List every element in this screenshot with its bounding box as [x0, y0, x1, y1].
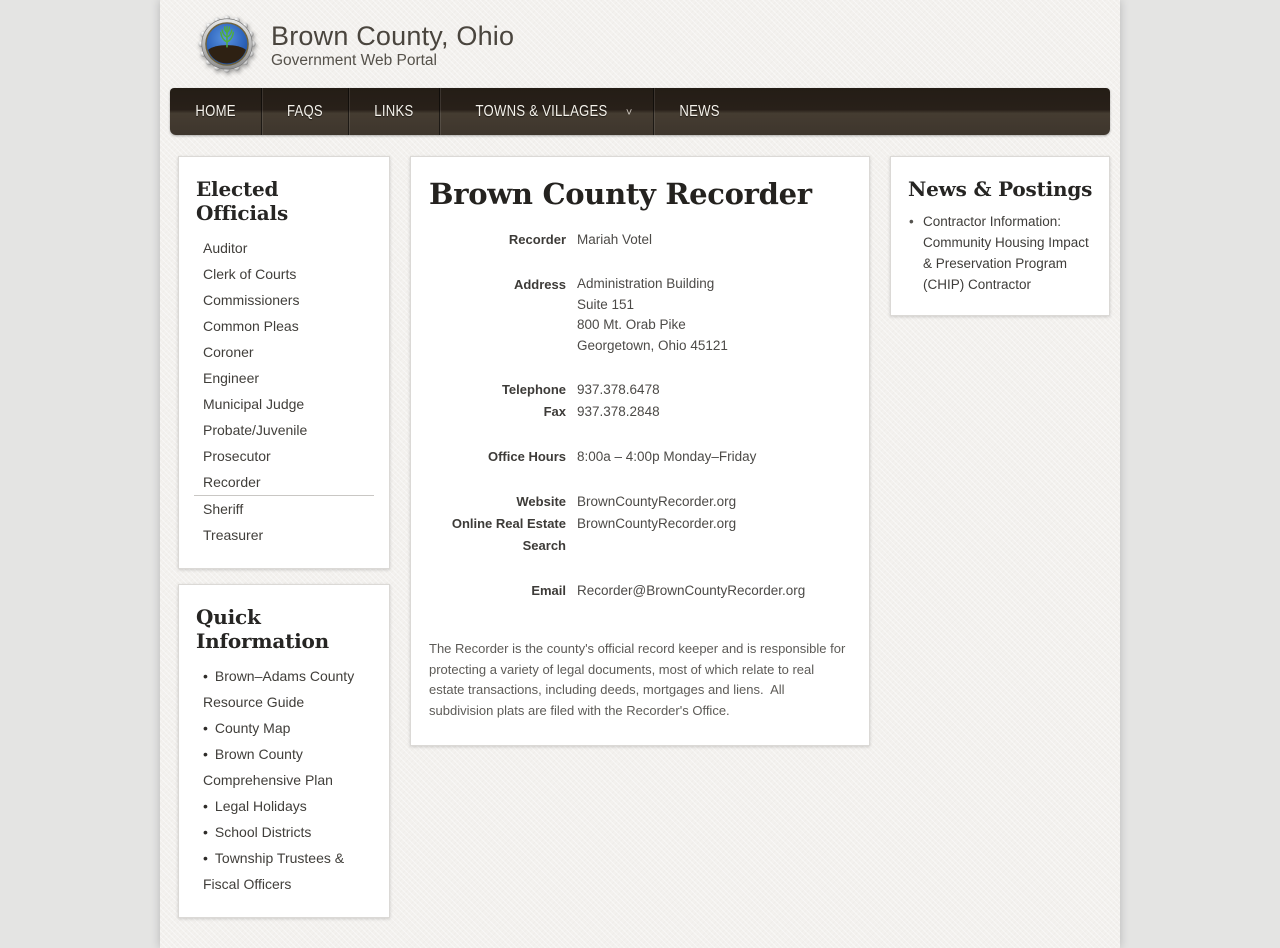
field-group-phone-fax: [429, 379, 851, 423]
field-row: [429, 379, 851, 401]
field-label-website: Website: [516, 494, 566, 509]
bullet-icon: •: [203, 720, 208, 736]
recorder-content-box: [410, 156, 870, 746]
field-value-fax: 937.378.2848: [577, 404, 660, 419]
page-title: Brown County Recorder: [429, 177, 812, 211]
site-subtitle: Government Web Portal: [271, 51, 437, 69]
bullet-icon: •: [203, 668, 208, 684]
bullet-icon: •: [203, 798, 208, 814]
quick-link-legal-holidays[interactable]: [194, 793, 374, 819]
bullet-icon: •: [203, 850, 208, 866]
address-line: 800 Mt. Orab Pike: [577, 317, 686, 332]
sidebar-item-treasurer[interactable]: Treasurer: [203, 527, 264, 543]
sidebar-item-commissioners[interactable]: Commissioners: [203, 292, 300, 308]
nav-item-faqs[interactable]: [261, 88, 348, 135]
field-row: [429, 513, 851, 557]
site-title: Brown County, Ohio: [271, 20, 515, 51]
nav-item-home[interactable]: [170, 88, 261, 135]
field-group-office-hours: [429, 446, 851, 468]
field-value-email[interactable]: Recorder@BrownCountyRecorder.org: [577, 583, 806, 598]
field-row: [429, 274, 851, 356]
nav-item-towns-villages[interactable]: [439, 88, 653, 135]
news-postings-list: [906, 211, 1094, 295]
sidebar-item-common-pleas[interactable]: Common Pleas: [203, 318, 299, 334]
chevron-down-icon: ˅: [625, 106, 633, 119]
bullet-icon: •: [203, 746, 208, 762]
field-group-email: [429, 580, 851, 602]
field-label-fax: Fax: [543, 404, 566, 419]
sidebar-item-probate-juvenile[interactable]: Probate/Juvenile: [203, 422, 308, 438]
content-area: [160, 135, 1120, 948]
field-label-email: Email: [531, 583, 566, 598]
sidebar-item-sheriff[interactable]: Sheriff: [203, 501, 244, 517]
news-item-chip-contractor[interactable]: • Contractor Information: Community Housing Impact & Preservation Program (CHIP) Contractor: [906, 211, 1094, 295]
quick-link-township-trustees-label: Township Trustees & Fiscal Officers: [203, 850, 345, 892]
nav-item-faqs-label: FAQS: [287, 102, 324, 120]
quick-link-school-districts-label: School Districts: [214, 824, 312, 840]
quick-information-box: [178, 584, 390, 918]
field-row: [429, 229, 851, 251]
field-group-address: [429, 274, 851, 356]
quick-link-township-trustees[interactable]: [194, 845, 374, 897]
page-column: [160, 0, 1120, 948]
field-label-address: Address: [513, 277, 566, 292]
quick-link-school-districts[interactable]: [194, 819, 374, 845]
address-line: Administration Building: [577, 276, 715, 291]
field-group-recorder: [429, 229, 851, 251]
field-value-address: [577, 274, 728, 356]
elected-officials-title: Elected Officials: [196, 177, 289, 225]
field-row: [429, 491, 851, 513]
news-postings-box: [890, 156, 1110, 316]
nav-item-links-label: LINKS: [374, 102, 414, 120]
quick-link-comprehensive-plan[interactable]: [194, 741, 374, 793]
field-value-recorder: Mariah Votel: [577, 232, 653, 247]
field-row: [429, 580, 851, 602]
site-header: [160, 0, 1120, 88]
sidebar-item-municipal-judge[interactable]: Municipal Judge: [203, 396, 305, 412]
quick-link-county-map[interactable]: [194, 715, 374, 741]
field-label-recorder: Recorder: [508, 232, 566, 247]
main-column: [410, 156, 870, 746]
field-row: [429, 446, 851, 468]
elected-officials-box: [178, 156, 390, 569]
field-label-online-search: Online Real Estate Search: [451, 516, 566, 553]
right-sidebar: [890, 156, 1110, 316]
sidebar-item-auditor[interactable]: Auditor: [203, 240, 248, 256]
field-label-telephone: Telephone: [501, 382, 566, 397]
quick-information-title: Quick Information: [196, 605, 330, 653]
field-value-telephone: 937.378.6478: [577, 382, 660, 397]
nav-item-towns-villages-label: TOWNS & VILLAGES: [475, 102, 608, 120]
sidebar-item-coroner[interactable]: Coroner: [203, 344, 254, 360]
main-navigation: [170, 88, 1110, 135]
address-line: Georgetown, Ohio 45121: [577, 337, 728, 353]
bullet-icon: •: [203, 824, 208, 840]
field-value-website[interactable]: BrownCountyRecorder.org: [577, 494, 737, 509]
address-line: Suite 151: [577, 296, 635, 312]
field-group-web: [429, 491, 851, 557]
quick-link-resource-guide-label: Brown–Adams County Resource Guide: [203, 668, 355, 710]
quick-link-legal-holidays-label: Legal Holidays: [214, 798, 307, 814]
nav-item-links[interactable]: [348, 88, 439, 135]
quick-link-comprehensive-plan-label: Brown County Comprehensive Plan: [203, 746, 333, 788]
site-title-block: [271, 19, 514, 70]
quick-link-resource-guide[interactable]: [194, 663, 374, 715]
quick-information-list: [194, 663, 374, 897]
recorder-description: The Recorder is the county's official record keeper and is responsible for protecting a variety of legal documents, most of which relate to real estate transactions, including deeds, mortgages and liens. All subdivision plats are filed with the Recorder's Office.: [429, 641, 849, 718]
left-sidebar: [178, 156, 390, 918]
recorder-fields: [429, 229, 851, 602]
field-value-online-search[interactable]: BrownCountyRecorder.org: [577, 516, 737, 531]
nav-item-news-label: NEWS: [679, 102, 721, 120]
county-seal-logo-icon: [196, 13, 258, 75]
nav-item-home-label: HOME: [195, 102, 236, 120]
elected-officials-list: [194, 235, 374, 548]
field-row: [429, 401, 851, 423]
sidebar-item-engineer[interactable]: Engineer: [203, 370, 260, 386]
sidebar-item-recorder[interactable]: Recorder: [194, 469, 374, 496]
sidebar-item-prosecutor[interactable]: Prosecutor: [203, 448, 271, 464]
nav-item-news[interactable]: [653, 88, 745, 135]
quick-link-county-map-label: County Map: [214, 720, 291, 736]
field-label-office-hours: Office Hours: [487, 449, 566, 464]
news-postings-title: News & Postings: [908, 177, 1093, 201]
field-value-office-hours: 8:00a – 4:00p Monday–Friday: [577, 449, 757, 464]
sidebar-item-clerk-of-courts[interactable]: Clerk of Courts: [203, 266, 297, 282]
